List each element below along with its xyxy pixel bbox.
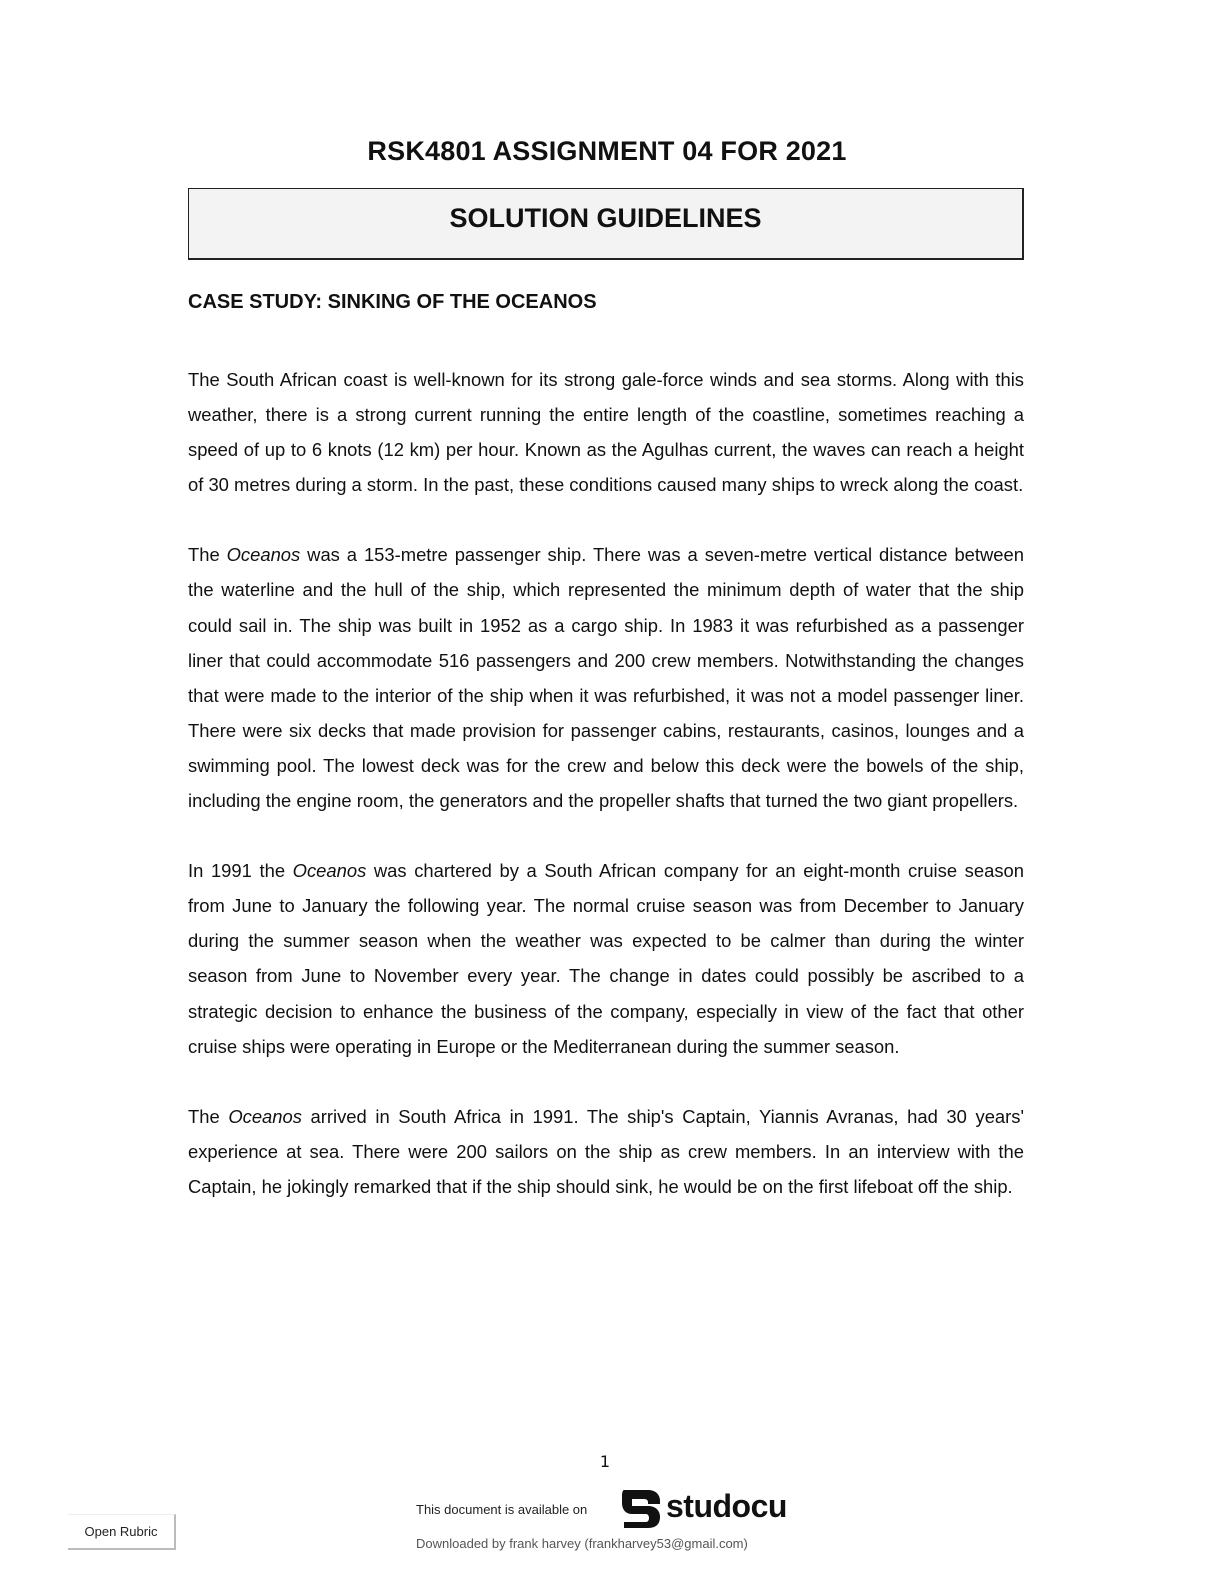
section-heading: CASE STUDY: SINKING OF THE OCEANOS	[188, 291, 597, 313]
paragraph-3	[188, 853, 1024, 1064]
italic-text: Oceanos	[226, 544, 301, 566]
studocu-logo-icon	[618, 1486, 662, 1532]
paragraph-text: The South African coast is well-known for its strong gale-force winds and sea storms. Along with this weather, there is a strong current running the entire length of the coastline, sometimes reaching a speed of up to 6 knots (12 km) per hour. Known as the Agulhas current, the waves can reach a height of 30 metres during a storm. In the past, these conditions caused many ships to wreck along the coast.	[188, 369, 1024, 496]
paragraph-text: was a 153-metre passenger ship. There was a seven-metre vertical distance between the waterline and the hull of the ship, which represented the minimum depth of water that the ship could sail in. The ship was built in 1952 as a cargo ship. In 1983 it was refurbished as a passenger liner that could accommodate 516 passengers and 200 crew members. Notwithstanding the changes that were made to the interior of the ship when it was refurbished, it was not a model passenger liner. There were six decks that made provision for passenger cabins, restaurants, casinos, lounges and a swimming pool. The lowest deck was for the crew and below this deck were the bowels of the ship, including the engine room, the generators and the propeller shafts that turned the two giant propellers.	[188, 544, 1024, 812]
footer-available-text: This document is available on	[416, 1502, 588, 1517]
paragraph-text: In 1991 the	[188, 860, 293, 882]
paragraph-text: The	[188, 544, 227, 566]
paragraph-text: arrived in South Africa in 1991. The ship's Captain, Yiannis Avranas, had 30 years' experience at sea. There were 200 sailors on the ship as crew members. In an interview with the Captain, he jokingly remarked that if the ship should sink, he would be on the first lifeboat off the ship.	[188, 1105, 1024, 1197]
studocu-wordmark: studocu	[666, 1488, 787, 1524]
italic-text: Oceanos	[228, 1105, 302, 1127]
italic-text: Oceanos	[292, 860, 367, 882]
document-body	[188, 362, 1024, 1239]
footer-downloaded-by: Downloaded by frank harvey (frankharvey53@gmail.com)	[416, 1536, 748, 1551]
paragraph-text: The	[188, 1105, 229, 1127]
studocu-logo[interactable]	[618, 1486, 798, 1534]
paragraph-4	[188, 1099, 1024, 1204]
open-rubric-button[interactable]: Open Rubric	[68, 1514, 176, 1550]
document-title: RSK4801 ASSIGNMENT 04 FOR 2021	[367, 136, 847, 166]
paragraph-2	[188, 537, 1024, 818]
paragraph-1	[188, 362, 1024, 502]
subtitle-box	[188, 188, 1024, 260]
page-number: 1	[599, 1452, 611, 1471]
document-subtitle: SOLUTION GUIDELINES	[449, 203, 762, 233]
paragraph-text: was chartered by a South African company for an eight-month cruise season from June to January the following year. The normal cruise season was from December to January during the summer season when the weather was expected to be calmer than during the winter season from June to November every year. The change in dates could possibly be ascribed to a strategic decision to enhance the business of the company, especially in view of the fact that other cruise ships were operating in Europe or the Mediterranean during the summer season.	[188, 860, 1024, 1057]
